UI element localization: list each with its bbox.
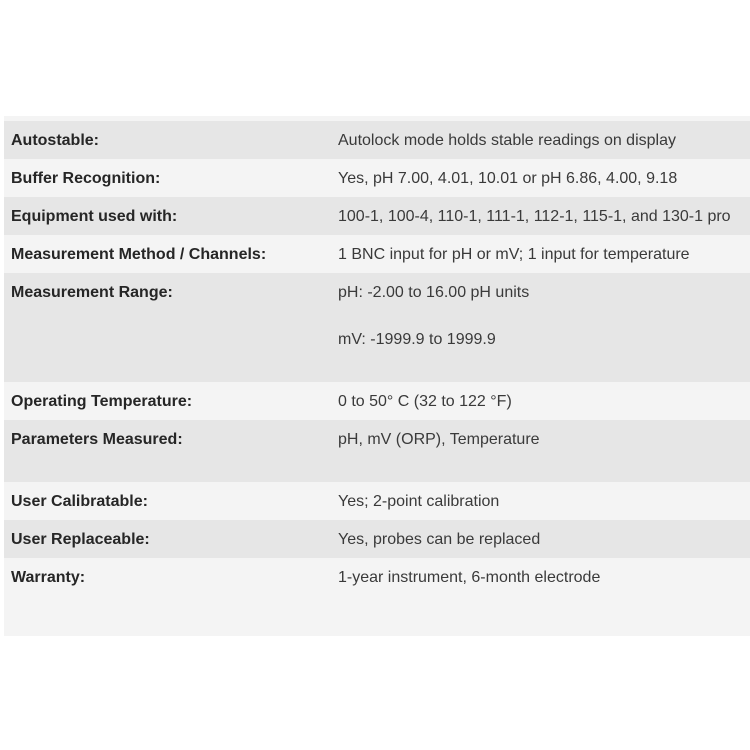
spec-value-mv-range: mV: -1999.9 to 1999.9	[338, 331, 496, 348]
spec-value: 100-1, 100-4, 110-1, 111-1, 112-1, 115-1, and 130-1 pro	[338, 208, 731, 225]
spec-value: 1-year instrument, 6-month electrode	[338, 569, 601, 586]
spec-row-user-replaceable	[4, 520, 750, 558]
spec-row-buffer-recognition	[4, 159, 750, 197]
spec-row-warranty	[4, 558, 750, 596]
spec-row-measurement-range	[4, 273, 750, 382]
spec-value: Yes; 2-point calibration	[338, 493, 500, 510]
specifications-table	[4, 121, 750, 596]
spec-row-equipment-used-with	[4, 197, 750, 235]
spec-label: User Replaceable:	[11, 531, 150, 548]
spec-row-user-calibratable	[4, 482, 750, 520]
spec-label: Measurement Method / Channels:	[11, 246, 267, 263]
spec-row-parameters-measured	[4, 420, 750, 482]
spec-value: 1 BNC input for pH or mV; 1 input for temperature	[338, 246, 690, 263]
spec-label: Autostable:	[11, 132, 99, 149]
spec-label: Measurement Range:	[11, 284, 173, 301]
spec-label: User Calibratable:	[11, 493, 148, 510]
spec-value-ph-range: pH: -2.00 to 16.00 pH units	[338, 284, 530, 301]
spec-label: Equipment used with:	[11, 208, 178, 225]
specifications-panel	[4, 116, 750, 636]
spec-value: pH, mV (ORP), Temperature	[338, 431, 540, 448]
spec-row-operating-temperature	[4, 382, 750, 420]
spec-label: Operating Temperature:	[11, 393, 193, 410]
spec-value: Yes, pH 7.00, 4.01, 10.01 or pH 6.86, 4.00, 9.18	[338, 170, 678, 187]
spec-value	[338, 283, 750, 350]
spec-value: Yes, probes can be replaced	[338, 531, 541, 548]
spec-label: Parameters Measured:	[11, 431, 183, 448]
spec-value: Autolock mode holds stable readings on display	[338, 132, 676, 149]
spec-label: Buffer Recognition:	[11, 170, 161, 187]
spec-value: 0 to 50° C (32 to 122 °F)	[338, 393, 512, 410]
spec-row-autostable	[4, 121, 750, 159]
spec-row-measurement-method	[4, 235, 750, 273]
spec-label: Warranty:	[11, 569, 86, 586]
